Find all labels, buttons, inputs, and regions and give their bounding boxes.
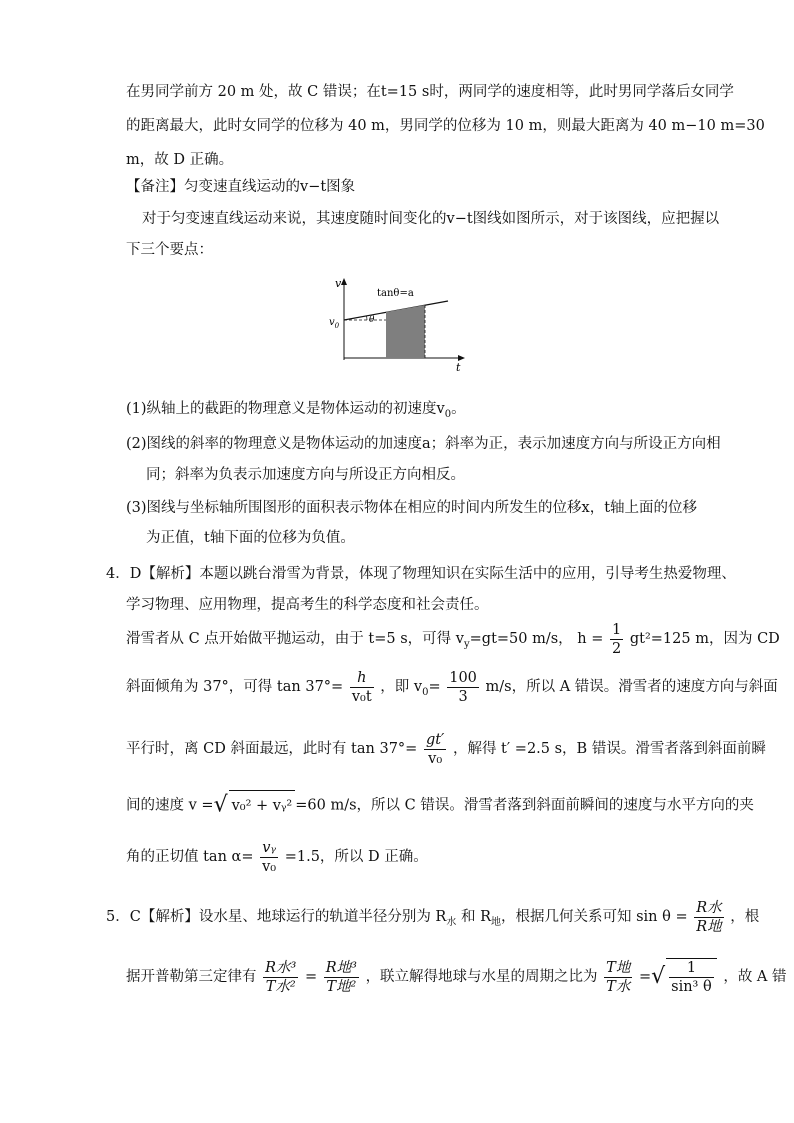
text-line: 的距离最大，此时女同学的位移为 40 m，男同学的位移为 10 m，则最大距离为 40 m−10 m=30 — [126, 118, 765, 134]
fraction: $\frac{1}{\text{sin³ θ}}$ — [666, 958, 717, 996]
fraction: $\frac{gt'}{\text{v₀}}$ — [425, 731, 445, 767]
text-line: 同；斜率为负表示加速度方向与所设正方向相反。 — [146, 467, 465, 483]
point-2: (2)图线的斜率的物理意义是物体运动的加速度a；斜率为正，表示加速度方向与所设正方向相 — [126, 436, 721, 452]
text-line: 在男同学前方 20 m 处，故 C 错误；在t=15 s时，两同学的速度相等，此时男同学落后女同学 — [126, 84, 734, 100]
text-line: 对于匀变速直线运动来说，其速度随时间变化的v−t图线如图所示，对于该图线，应把握以 — [142, 211, 720, 227]
note-title: 【备注】匀变速直线运动的v−t图象 — [126, 179, 356, 195]
fraction: $\frac{\text{R水³}}{\text{T水²}}$ — [265, 959, 297, 995]
q4-line-2: 斜面倾角为 37°，可得 tan 37°= $\frac{h}{\text{v₀t}}$ ，即 $v_0=$ $\frac{100}{3}$ m/s，所以 A 错误。滑雪者的速度方向与斜面 — [126, 669, 778, 705]
theta-label: θ — [369, 315, 375, 325]
slope-label: tanθ=a — [377, 288, 414, 299]
text-line: 为正值，t轴下面的位移为负值。 — [146, 530, 355, 546]
point-3: (3)图线与坐标轴所围图形的面积表示物体在相应的时间内所发生的位移x，t轴上面的位移 — [126, 500, 698, 516]
q5-line-1: 5．C【解析】设水星、地球运行的轨道半径分别为 $R_水$ 和 $R_地$，根据几何关系可知 sin θ = $\frac{\text{R水}}{\text{R地}}$ ，根 — [106, 899, 760, 935]
q4-line-3: 平行时，离 CD 斜面最远，此时有 tan 37°= $\frac{gt'}{\text{v₀}}$ ，解得 t′ =2.5 s，B 错误。滑雪者落到斜面前瞬 — [126, 731, 766, 767]
v0-label: $v_0$ — [329, 317, 340, 330]
text-line: 下三个要点： — [126, 242, 213, 258]
v-axis-label: v — [335, 277, 342, 290]
q4-line-5: 角的正切值 tan α= $\frac{\text{vᵧ}}{\text{v₀}}$ =1.5，所以 D 正确。 — [126, 839, 428, 875]
fraction: $\frac{100}{3}$ — [449, 669, 477, 705]
fraction: $\frac{\text{vᵧ}}{\text{v₀}}$ — [262, 839, 277, 875]
q4-line-1: 滑雪者从 C 点开始做平抛运动，由于 t=5 s，可得 $v_y=gt=50$ m/s， h = $\frac{1}{2}$ gt²=125 m，因为 CD — [126, 621, 780, 657]
vt-graph-figure — [325, 275, 470, 375]
t-axis-label: t — [456, 361, 461, 374]
text-line: m，故 D 正确。 — [126, 152, 234, 168]
point-1: (1)纵轴上的截距的物理意义是物体运动的初速度$v_0$。 — [126, 401, 466, 420]
fraction: $\frac{1}{2}$ — [612, 621, 622, 657]
text-line: 学习物理、应用物理，提高考生的科学态度和社会责任。 — [126, 597, 489, 613]
fraction: $\frac{h}{\text{v₀t}}$ — [351, 669, 372, 705]
fraction: $\frac{\text{R水}}{\text{R地}}$ — [696, 899, 722, 935]
fraction: $\frac{\text{T地}}{\text{T水}}$ — [606, 959, 631, 995]
q5-line-2: 据开普勒第三定律有 $\frac{\text{R水³}}{\text{T水²}}$ = $\frac{\text{R地³}}{\text{T地²}}$ ，联立解得地球与水星的周期之比为 $\frac{\text{T地}}{\text{T水}}$ =√ $\frac{1}{\text{sin³ θ}}$ ，故 A 错 — [126, 959, 787, 995]
fraction: $\frac{\text{R地³}}{\text{T地²}}$ — [325, 959, 357, 995]
q4-line-4: 间的速度 v =√ v₀² + vᵧ² =60 m/s，所以 C 错误。滑雪者落到斜面前瞬间的速度与水平方向的夹 — [126, 790, 754, 821]
q4-heading: 4．D【解析】本题以跳台滑雪为背景，体现了物理知识在实际生活中的应用，引导考生热爱物理、 — [106, 566, 736, 582]
